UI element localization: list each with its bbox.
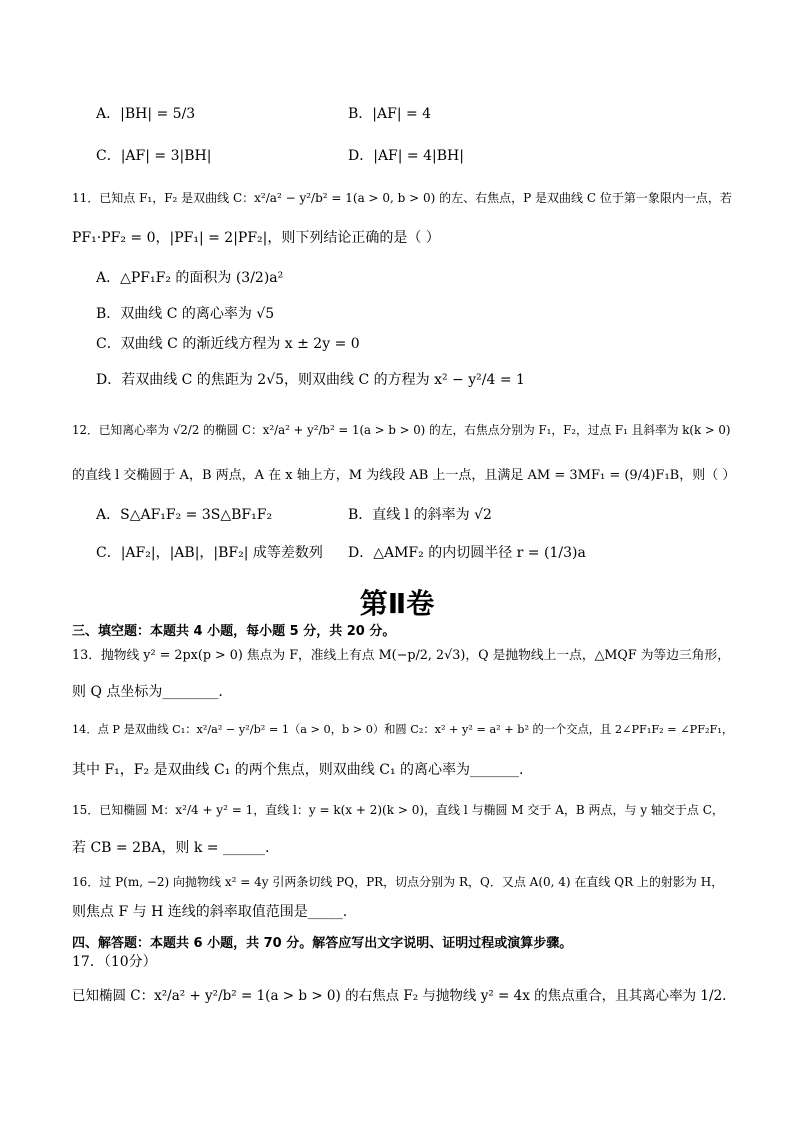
q14-line1: 14．点 P 是双曲线 C₁：x²/a² − y²/b² = 1（a > 0，b > 0）和圆 C₂：x² + y² = a² + b² 的一个交点，且 2∠PF₁F₂ = ∠PF₂F₁， — [72, 723, 734, 736]
q16-line1: 16．过 P(m, −2) 向抛物线 x² = 4y 引两条切线 PQ，PR，切点分别为 R，Q．又点 A(0, 4) 在直线 QR 上的射影为 H， — [72, 875, 724, 889]
q11-option-a: A．△PF₁F₂ 的面积为 (3/2)a² — [96, 270, 284, 286]
q12-stem-line2: 的直线 l 交椭圆于 A，B 两点，A 在 x 轴上方，M 为线段 AB 上一点，且满足 AM = 3MF₁ = (9/4)F₁B，则（ ） — [72, 468, 736, 483]
q16-line2: 则焦点 F 与 H 连线的斜率取值范围是_____. — [72, 904, 348, 920]
q10-option-a: A．|BH| = 5/3 — [96, 106, 196, 122]
q15-line1: 15．已知椭圆 M：x²/4 + y² = 1，直线 l：y = k(x + 2)(k > 0)，直线 l 与椭圆 M 交于 A，B 两点，与 y 轴交于点 C， — [72, 803, 724, 817]
section-title: 第Ⅱ卷 — [359, 587, 435, 620]
q15-line2: 若 CB = 2BA，则 k = ______. — [72, 840, 270, 856]
q11-option-b: B．双曲线 C 的离心率为 √5 — [96, 306, 275, 322]
q14-line2: 其中 F₁，F₂ 是双曲线 C₁ 的两个焦点，则双曲线 C₁ 的离心率为_______. — [72, 762, 524, 778]
part4-header: 四、解答题：本题共 6 小题，共 70 分。解答应写出文字说明、证明过程或演算步骤。 — [72, 936, 573, 951]
q10-option-d: D．|AF| = 4|BH| — [348, 148, 464, 164]
q13-line2: 则 Q 点坐标为________. — [72, 684, 223, 700]
q12-option-b: B．直线 l 的斜率为 √2 — [348, 507, 492, 523]
q11-option-d: D．若双曲线 C 的焦距为 2√5，则双曲线 C 的方程为 x² − y²/4 = 1 — [96, 372, 525, 388]
q12-option-d: D．△AMF₂ 的内切圆半径 r = (1/3)a — [348, 545, 586, 561]
q11-stem-line1: 11．已知点 F₁，F₂ 是双曲线 C：x²/a² − y²/b² = 1(a > 0, b > 0) 的左、右焦点，P 是双曲线 C 位于第一象限内一点，若 — [72, 191, 732, 205]
q13-line1: 13．抛物线 y² = 2px(p > 0) 焦点为 F，准线上有点 M(−p/2, 2√3)，Q 是抛物线上一点，△MQF 为等边三角形， — [72, 648, 731, 663]
q12-option-c: C．|AF₂|，|AB|，|BF₂| 成等差数列 — [96, 545, 323, 561]
q12-stem-line1: 12．已知离心率为 √2/2 的椭圆 C：x²/a² + y²/b² = 1(a > b > 0) 的左，右焦点分别为 F₁，F₂，过点 F₁ 且斜率为 k(k > 0) — [72, 423, 731, 437]
q12-option-a: A．S△AF₁F₂ = 3S△BF₁F₂ — [96, 507, 273, 523]
q11-option-c: C．双曲线 C 的渐近线方程为 x ± 2y = 0 — [96, 336, 360, 352]
part3-header: 三、填空题：本题共 4 小题，每小题 5 分，共 20 分。 — [72, 624, 396, 639]
q10-option-b: B．|AF| = 4 — [348, 106, 432, 122]
q17-score: 17．（10分） — [72, 954, 157, 970]
q10-option-c: C．|AF| = 3|BH| — [96, 148, 212, 164]
q11-stem-line2: PF₁·PF₂ = 0，|PF₁| = 2|PF₂|，则下列结论正确的是（ ） — [72, 230, 440, 246]
q17-line1: 已知椭圆 C：x²/a² + y²/b² = 1(a > b > 0) 的右焦点 F₂ 与抛物线 y² = 4x 的焦点重合，且其离心率为 1/2. — [72, 988, 727, 1004]
